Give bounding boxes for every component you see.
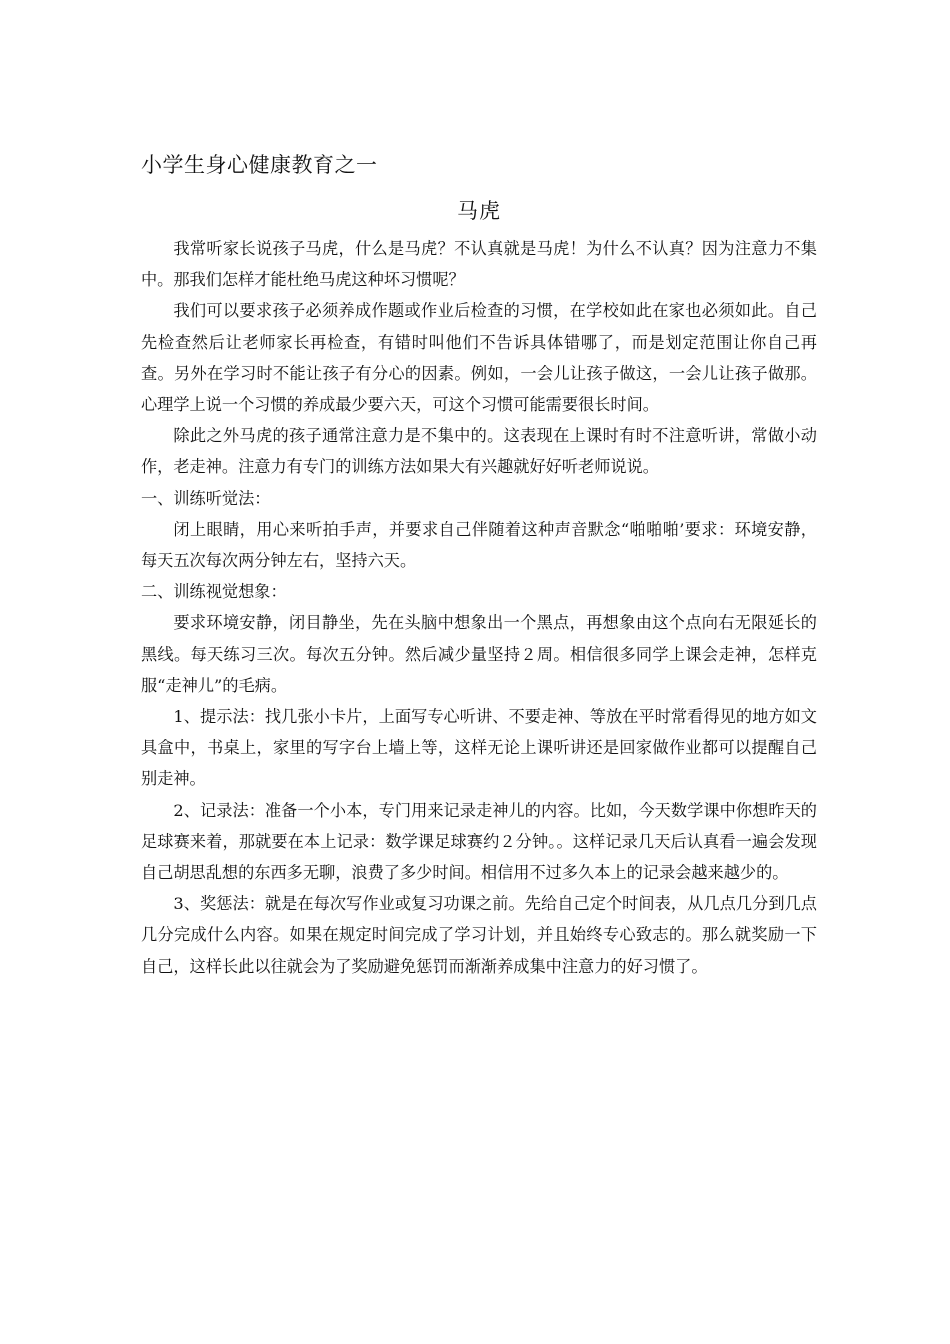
document-page	[141, 0, 817, 1344]
document-body	[141, 233, 817, 982]
section-heading-visual: 二、训练视觉想象：	[141, 582, 287, 602]
paragraph-method-record: 2、记录法：准备一个小本，专门用来记录走神儿的内容。比如，今天数学课中你想昨天的足球赛来着，那就要在本上记录：数学课足球赛约２分钟。。这样记录几天后认真看一遍会发现自己胡思乱想的东西多无聊，浪费了多少时间。相信用不过多久本上的记录会越来越少的。	[141, 800, 817, 883]
paragraph-method-reminder: 1、提示法：找几张小卡片，上面写专心听讲、不要走神、等放在平时常看得见的地方如文具盒中，书桌上，家里的写字台上墙上等，这样无论上课听讲还是回家做作业都可以提醒自己别走神。	[141, 707, 817, 789]
page-title: 马虎	[457, 199, 501, 223]
paragraph-method-reward: 3、奖惩法：就是在每次写作业或复习功课之前。先给自己定个时间表，从几点几分到几点几分完成什么内容。如果在规定时间完成了学习计划，并且始终专心致志的。那么就奖励一下自己，这样长此以往就会为了奖励避免惩罚而渐渐养成集中注意力的好习惯了。	[141, 894, 817, 976]
paragraph-visual: 要求环境安静，闭目静坐，先在头脑中想象出一个黑点，再想象由这个点向右无限延长的黑线。每天练习三次。每次五分钟。然后减少量坚持２周。相信很多同学上课会走神，怎样克服“走神儿”的毛病。	[141, 613, 817, 695]
series-title: 小学生身心健康教育之一	[141, 153, 378, 177]
paragraph-habit: 我们可以要求孩子必须养成作题或作业后检查的习惯，在学校如此在家也必须如此。自己先检查然后让老师家长再检查，有错时叫他们不告诉具体错哪了，而是划定范围让你自己再查。另外在学习时不能让孩子有分心的因素。例如，一会儿让孩子做这，一会儿让孩子做那。心理学上说一个习惯的养成最少要六天，可这个习惯可能需要很长时间。	[141, 301, 817, 415]
paragraph-hearing: 闭上眼睛，用心来听拍手声，并要求自己伴随着这种声音默念“啪啪啪’要求：环境安静，每天五次每次两分钟左右，坚持六天。	[141, 519, 817, 571]
paragraph-attention: 除此之外马虎的孩子通常注意力是不集中的。这表现在上课时有时不注意听讲，常做小动作，老走神。注意力有专门的训练方法如果大有兴趣就好好听老师说说。	[141, 426, 817, 477]
paragraph-intro: 我常听家长说孩子马虎，什么是马虎？不认真就是马虎！为什么不认真？因为注意力不集中。那我们怎样才能杜绝马虎这种坏习惯呢？	[141, 239, 817, 290]
section-heading-hearing: 一、训练听觉法：	[141, 488, 271, 508]
